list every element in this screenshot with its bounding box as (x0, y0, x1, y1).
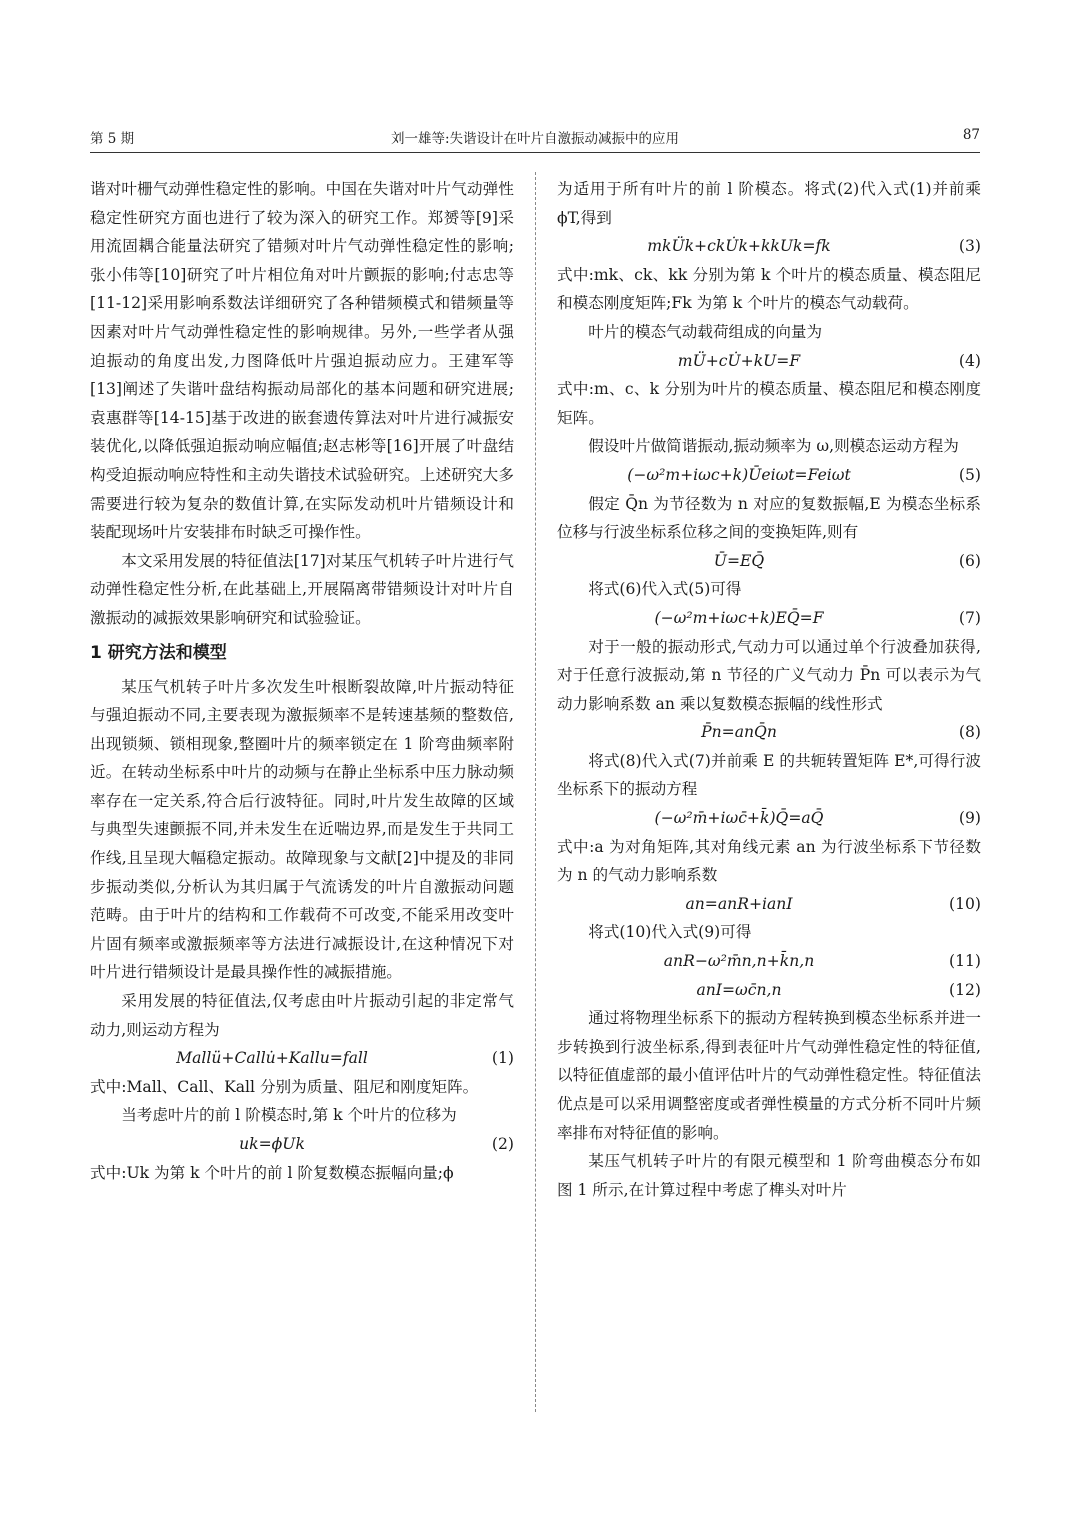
equation (90, 1044, 514, 1073)
equation-number: (9) (958, 809, 981, 828)
equation-number: (1) (491, 1049, 514, 1068)
equation (557, 604, 981, 633)
paragraph: 某压气机转子叶片多次发生叶根断裂故障,叶片振动特征与强迫振动不同,主要表现为激振频率不是转速基频的整数倍,出现锁频、锁相现象,整圈叶片的频率锁定在 1 阶弯曲频率附近。在转动坐标系中叶片的动频与在静止坐标系中压力脉动频率存在一定关系,符合后行波特征。同时,叶片发生故障的区域与典型失速颤振不同,并未发生在近喘边界,而是发生于共同工作线,且呈现大幅稳定振动。故障现象与文献[2]中提及的非同步振动类似,分析认为其归属于气流诱发的叶片自激振动问题范畴。由于叶片的结构和工作载荷不可改变,不能采用改变叶片固有频率或激振频率等方法进行减振设计,在这种情况下对叶片进行错频设计是最具操作性的减振措施。 (90, 677, 514, 982)
equation-number: (4) (958, 351, 981, 370)
left-column (90, 175, 514, 1187)
paragraph: 式中:a 为对角矩阵,其对角线元素 an 为行波坐标系下节径数为 n 的气动力影响系数 (557, 837, 981, 885)
equation-formula: an=anR+ianI (685, 894, 793, 913)
paragraph: 谐对叶栅气动弹性稳定性的影响。中国在失谐对叶片气动弹性稳定性研究方面也进行了较为深入的研究工作。郑赟等[9]采用流固耦合能量法研究了错频对叶片气动弹性稳定性的影响;张小伟等[10]研究了叶片相位角对叶片颤振的影响;付志忠等[11-12]采用影响系数法详细研究了各种错频模式和错频量等因素对叶片气动弹性稳定性的影响规律。另外,一些学者从强迫振动的角度出发,力图降低叶片强迫振动应力。王建军等[13]阐述了失谐叶盘结构振动局部化的基本问题和研究进展;袁惠群等[14-15]基于改进的嵌套遗传算法对叶片进行减振安装优化,以降低强迫振动响应幅值;赵志彬等[16]开展了叶盘结构受迫振动响应特性和主动失谐技术试验研究。上述研究大多需要进行较为复杂的数值计算,在实际发动机叶片错频设计和装配现场叶片安装排布时缺乏可操作性。 (90, 180, 514, 542)
paragraph: 将式(8)代入式(7)并前乘 E 的共轭转置矩阵 E*,可得行波坐标系下的振动方程 (557, 751, 981, 799)
equation-formula: Mallü+Callu̇+Kallu=fall (176, 1049, 368, 1068)
equation (557, 547, 981, 576)
equation-formula: P̄n=anQ̄n (701, 723, 777, 742)
equation-number: (6) (958, 551, 981, 570)
issue-number: 第 5 期 (90, 131, 135, 147)
equation-formula: mÜ+cU̇+kU=F (677, 351, 801, 370)
running-header (90, 127, 980, 149)
equation-formula: (−ω²m+iωc+k)EQ̄=F (654, 608, 824, 627)
section-heading: 1 研究方法和模型 (90, 642, 227, 663)
paragraph: 式中:Mall、Call、Kall 分别为质量、阻尼和刚度矩阵。 (90, 1077, 479, 1096)
equation-formula: (−ω²m+iωc+k)Ūeiωt=Feiωt (627, 465, 851, 484)
equation (557, 232, 981, 261)
paragraph: 叶片的模态气动载荷组成的向量为 (588, 322, 823, 341)
paragraph: 式中:m、c、k 分别为叶片的模态质量、模态阻尼和模态刚度矩阵。 (557, 380, 981, 427)
equation-number: (7) (958, 608, 981, 627)
equation-number: (2) (491, 1135, 514, 1153)
paragraph: 某压气机转子叶片的有限元模型和 1 阶弯曲模态分布如图 1 所示,在计算过程中考虑了榫头对叶片 (557, 1152, 981, 1199)
equation-number: (11) (948, 952, 981, 971)
paragraph: 式中:mk、ck、kk 分别为第 k 个叶片的模态质量、模态阻尼和模态刚度矩阵;Fk 为第 k 个叶片的模态气动载荷。 (557, 265, 981, 313)
header-rule (90, 152, 980, 153)
equation (557, 804, 981, 833)
equation-formula: anI=ωc̄n,n (696, 980, 782, 999)
paragraph: 当考虑叶片的前 l 阶模态时,第 k 个叶片的位移为 (121, 1106, 457, 1125)
paragraph: 为适用于所有叶片的前 l 阶模态。将式(2)代入式(1)并前乘 ϕT,得到 (557, 180, 981, 227)
paragraph: 将式(10)代入式(9)可得 (588, 923, 752, 942)
equation-formula: Ū=EQ̄ (713, 551, 765, 570)
equation-formula: uk=ϕUk (239, 1135, 305, 1153)
paragraph: 通过将物理坐标系下的振动方程转换到模态坐标系并进一步转换到行波坐标系,得到表征叶片气动弹性稳定性的特征值,以特征值虚部的最小值评估叶片的气动弹性稳定性。特征值法优点是可以采用调整密度或者弹性模量的方式分析不同叶片频率排布对特征值的影响。 (557, 1009, 981, 1142)
running-title: 刘一雄等:失谐设计在叶片自激振动减振中的应用 (390, 131, 680, 147)
equation-number: (10) (948, 894, 981, 913)
equation (557, 461, 981, 490)
equation-number: (12) (948, 980, 981, 999)
paragraph: 式中:Uk 为第 k 个叶片的前 l 阶复数模态振幅向量;ϕ (90, 1163, 454, 1182)
paragraph: 假定 Q̄n 为节径数为 n 对应的复数振幅,E 为模态坐标系位移与行波坐标系位移之间的变换矩阵,则有 (557, 494, 981, 542)
equation-number: (8) (958, 723, 981, 742)
equation (557, 718, 981, 747)
paragraph: 对于一般的振动形式,气动力可以通过单个行波叠加获得,对于任意行波振动,第 n 节径的广义气动力 P̄n 可以表示为气动力影响系数 an 乘以复数模态振幅的线性形式 (557, 637, 981, 713)
equation-number: (3) (958, 237, 981, 256)
equation-formula: anR−ω²m̄n,n+k̄n,n (663, 952, 815, 971)
equation (557, 947, 981, 976)
equation-formula: (−ω²m̄+iωc̄+k̄)Q̄=aQ̄ (654, 809, 824, 828)
paragraph: 本文采用发展的特征值法[17]对某压气机转子叶片进行气动弹性稳定性分析,在此基础上,开展隔离带错频设计对叶片自激振动的减振效果影响研究和试验验证。 (90, 551, 514, 627)
paragraph: 采用发展的特征值法,仅考虑由叶片振动引起的非定常气动力,则运动方程为 (90, 992, 514, 1039)
equation (557, 347, 981, 376)
equation-number: (5) (958, 465, 981, 484)
right-column (557, 175, 981, 1204)
equation (90, 1130, 514, 1159)
page-number: 87 (962, 127, 980, 143)
equation-formula: mkÜk+ckU̇k+kkUk=fk (647, 237, 831, 256)
column-divider (535, 172, 536, 1412)
paragraph: 将式(6)代入式(5)可得 (588, 580, 742, 599)
equation (557, 976, 981, 1005)
paragraph: 假设叶片做简谐振动,振动频率为 ω,则模态运动方程为 (588, 437, 959, 456)
equation (557, 890, 981, 919)
